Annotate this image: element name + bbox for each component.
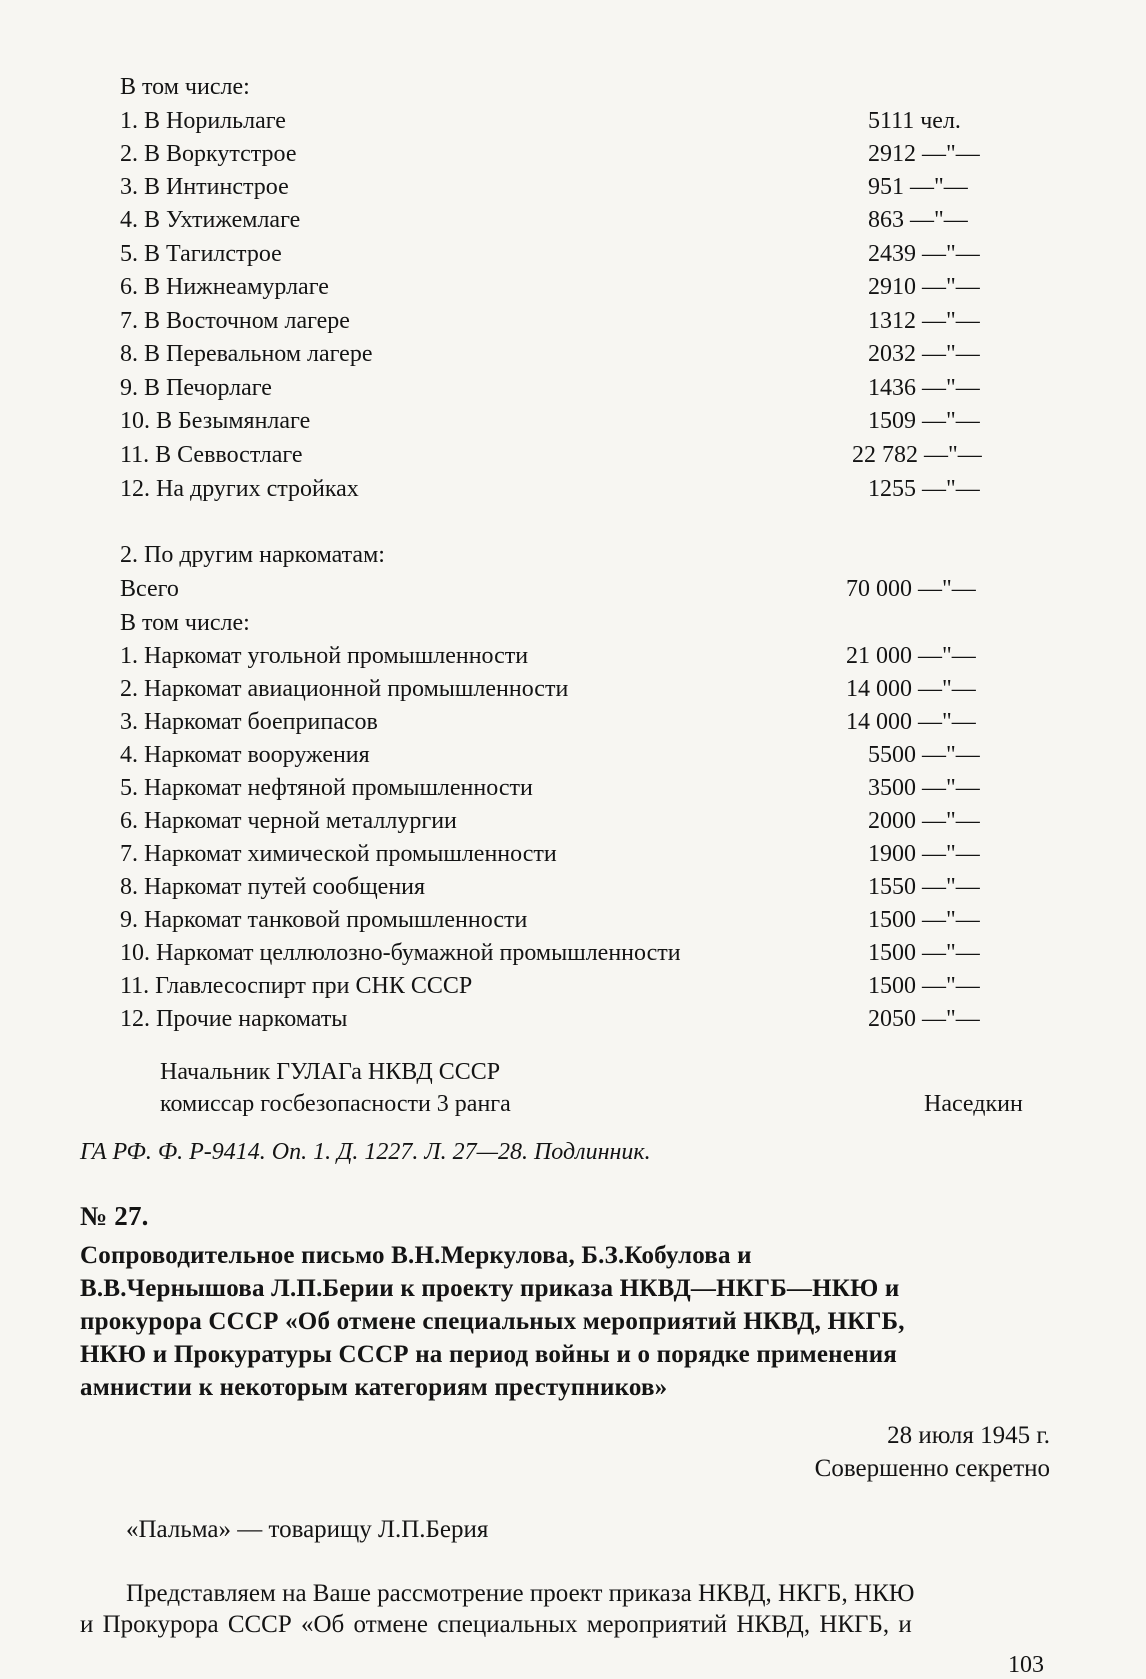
list-item: 2. Наркомат авиационной промышленности	[120, 676, 569, 702]
total-label: Всего	[120, 576, 179, 602]
list-item: 9. Наркомат танковой промышленности	[120, 907, 528, 933]
heading-line: Сопроводительное письмо В.Н.Меркулова, Б.З.Кобулова и	[80, 1242, 752, 1269]
list-item-count: 1500 —"—	[868, 973, 980, 999]
list-item-count: 2000 —"—	[868, 808, 980, 834]
list-item: 4. В Ухтижемлаге	[120, 207, 301, 233]
list-item-count: 5500 —"—	[868, 742, 980, 768]
list-item: 10. Наркомат целлюлозно-бумажной промышленности	[120, 940, 681, 966]
list-intro: В том числе:	[120, 74, 250, 100]
document-number: № 27.	[80, 1201, 149, 1231]
list-item: 8. Наркомат путей сообщения	[120, 874, 426, 900]
classification-stamp: Совершенно секретно	[814, 1455, 1050, 1482]
signatory-rank: комиссар госбезопасности 3 ранга	[160, 1091, 511, 1117]
document-date: 28 июля 1945 г.	[887, 1422, 1050, 1449]
addressee: «Пальма» — товарищу Л.П.Берия	[126, 1516, 489, 1543]
list-item: 10. В Безымянлаге	[120, 408, 311, 434]
list-item: 12. На других стройках	[120, 476, 359, 502]
list-item-count: 14 000 —"—	[846, 709, 976, 735]
heading-line: В.В.Чернышова Л.П.Берии к проекту приказа НКВД—НКГБ—НКЮ и	[80, 1275, 900, 1302]
list-item-count: 2032 —"—	[868, 341, 980, 367]
list-item: 3. В Интинстрое	[120, 174, 289, 200]
list-item-count: 3500 —"—	[868, 775, 980, 801]
list-item: 9. В Печорлаге	[120, 375, 272, 401]
heading-line: НКЮ и Прокуратуры СССР на период войны и о порядке применения	[80, 1341, 898, 1368]
list-item: 11. Главлесоспирт при СНК СССР	[120, 973, 473, 999]
list-item: 11. В Севвостлаге	[120, 442, 303, 468]
section-title: 2. По другим наркоматам:	[120, 542, 385, 568]
list-item-count: 2439 —"—	[868, 241, 980, 267]
signatory-name: Наседкин	[924, 1091, 1023, 1117]
list-item-count: 21 000 —"—	[846, 643, 976, 669]
signatory-title: Начальник ГУЛАГа НКВД СССР	[160, 1059, 501, 1085]
body-line: и Прокурора СССР «Об отмене специальных мероприятий НКВД, НКГБ, и	[80, 1611, 912, 1638]
list-item: 5. В Тагилстрое	[120, 241, 282, 267]
list-item-count: 1550 —"—	[868, 874, 980, 900]
list-item-count: 1500 —"—	[868, 940, 980, 966]
list-item-count: 5111 чел.	[868, 108, 961, 134]
list-item-count: 1509 —"—	[868, 408, 980, 434]
list-item: 4. Наркомат вооружения	[120, 742, 370, 768]
body-line: Представляем на Ваше рассмотрение проект приказа НКВД, НКГБ, НКЮ	[126, 1580, 915, 1607]
list-item: 7. В Восточном лагере	[120, 308, 350, 334]
list-item-count: 1436 —"—	[868, 375, 980, 401]
list-item-count: 951 —"—	[868, 174, 968, 200]
list-item-count: 14 000 —"—	[846, 676, 976, 702]
list-item: 6. Наркомат черной металлургии	[120, 808, 457, 834]
list-item: 8. В Перевальном лагере	[120, 341, 373, 367]
list-item: 1. Наркомат угольной промышленности	[120, 643, 529, 669]
list-item: 2. В Воркутстрое	[120, 141, 297, 167]
list-item-count: 22 782 —"—	[852, 442, 982, 468]
list-item-count: 1500 —"—	[868, 907, 980, 933]
list-item-count: 863 —"—	[868, 207, 968, 233]
list-item: 7. Наркомат химической промышленности	[120, 841, 557, 867]
list-item: 3. Наркомат боеприпасов	[120, 709, 378, 735]
list-item-count: 2912 —"—	[868, 141, 980, 167]
heading-line: амнистии к некоторым категориям преступников»	[80, 1374, 668, 1401]
list-item: 6. В Нижнеамурлаге	[120, 274, 329, 300]
list-item-count: 1312 —"—	[868, 308, 980, 334]
list-item-count: 1255 —"—	[868, 476, 980, 502]
archive-reference: ГА РФ. Ф. Р-9414. Оп. 1. Д. 1227. Л. 27—28. Подлинник.	[80, 1139, 651, 1165]
list-item-count: 2910 —"—	[868, 274, 980, 300]
list-item: 12. Прочие наркоматы	[120, 1006, 348, 1032]
list-intro: В том числе:	[120, 610, 250, 636]
list-item: 1. В Норильлаге	[120, 108, 286, 134]
list-item-count: 2050 —"—	[868, 1006, 980, 1032]
list-item-count: 1900 —"—	[868, 841, 980, 867]
list-item: 5. Наркомат нефтяной промышленности	[120, 775, 533, 801]
page-number: 103	[1008, 1652, 1044, 1678]
heading-line: прокурора СССР «Об отмене специальных мероприятий НКВД, НКГБ,	[80, 1308, 905, 1335]
total-value: 70 000 —"—	[846, 576, 976, 602]
